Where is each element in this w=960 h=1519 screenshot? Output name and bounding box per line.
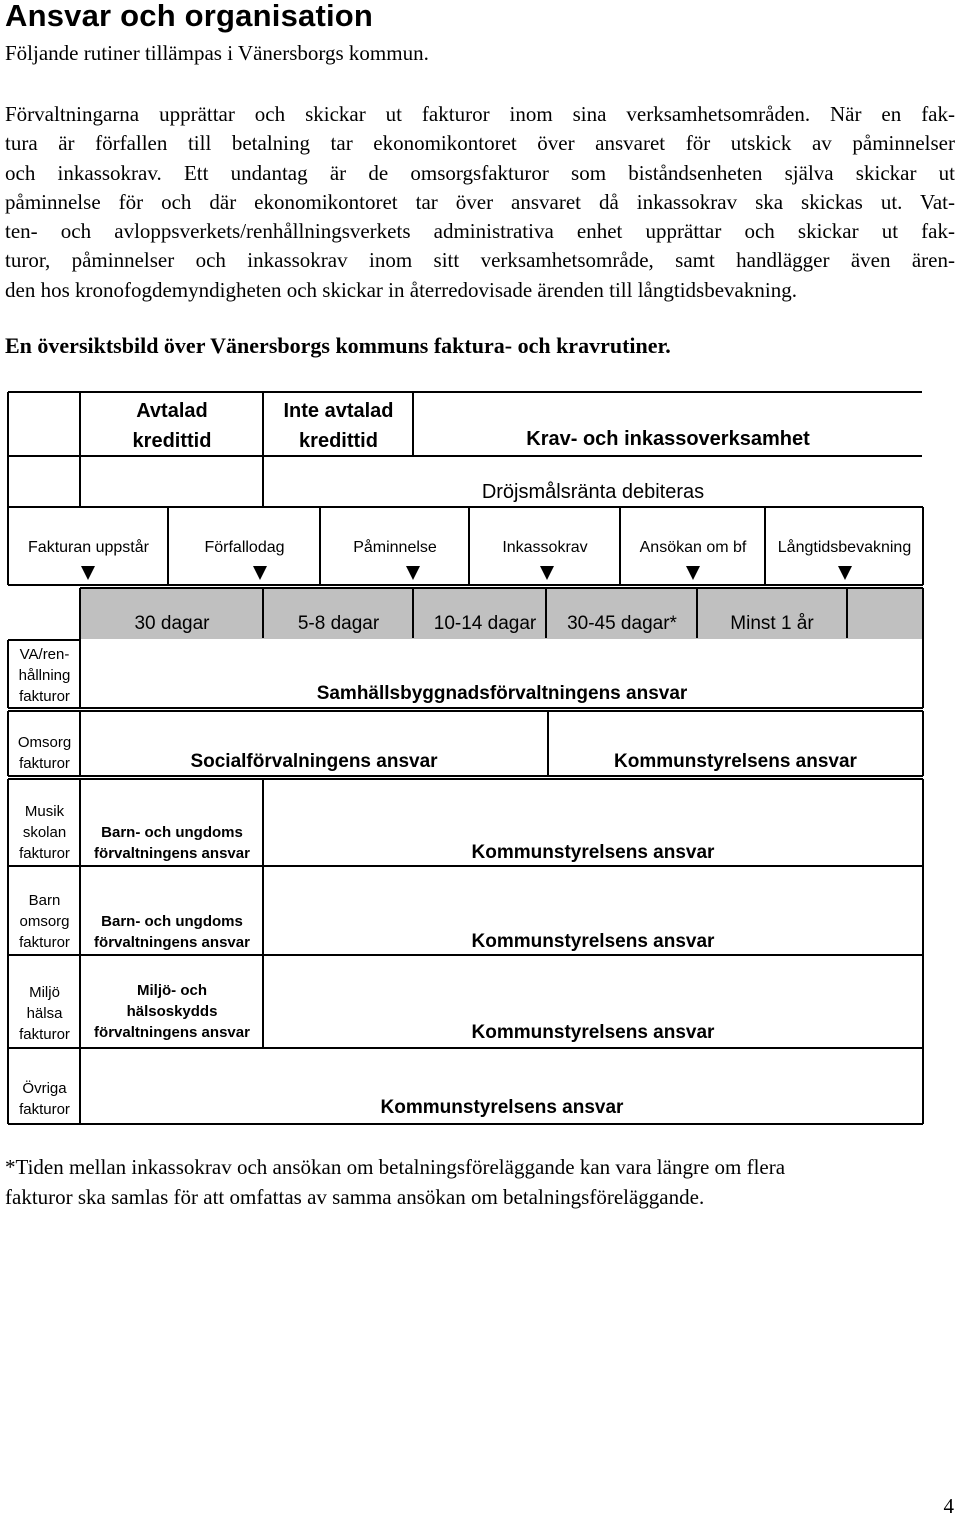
stage-langtidsbevakning: Långtidsbevakning: [777, 539, 912, 556]
footnote-line: *Tiden mellan inkassokrav och ansökan om betalningsföreläggande kan vara längre om flera: [5, 1155, 786, 1179]
resp-socialforvaltning: Socialförvalningens ansvar: [190, 751, 438, 772]
row-label-line: fakturor: [19, 1101, 70, 1118]
row-label-barnomsorg: [9, 890, 80, 953]
row-label-line: Miljö: [29, 984, 60, 1001]
resp-kommunstyrelsen: Kommunstyrelsens ansvar: [471, 931, 715, 952]
duration-30-45-dagar: 30-45 dagar*: [567, 613, 677, 634]
stage-paminnelse: Påminnelse: [353, 539, 437, 556]
page-title: Ansvar och organisation: [5, 0, 374, 33]
arrow-down-icon: [686, 566, 700, 580]
row-label-line: fakturor: [19, 934, 70, 951]
header-avtalad-kredittid: [82, 396, 262, 456]
row-label-ovriga: [9, 1078, 80, 1120]
header-drojsmalsranta: Dröjsmålsränta debiteras: [481, 481, 705, 503]
arrow-down-icon: [253, 566, 267, 580]
header-line: kredittid: [299, 430, 378, 452]
row-label-line: fakturor: [19, 845, 70, 862]
duration-10-14-dagar: 10-14 dagar: [433, 613, 537, 634]
arrow-down-icon: [406, 566, 420, 580]
row-label-line: fakturor: [19, 1026, 70, 1043]
header-krav-inkasso: Krav- och inkassoverksamhet: [526, 428, 810, 450]
header-line: Avtalad: [136, 400, 208, 422]
resp-line: Barn- och ungdoms: [101, 913, 243, 930]
resp-barn-ungdom: [81, 822, 263, 864]
row-label-line: Övriga: [22, 1080, 67, 1097]
header-inte-avtalad-kredittid: [264, 396, 413, 456]
arrow-down-icon: [540, 566, 554, 580]
resp-kommunstyrelsen: Kommunstyrelsens ansvar: [614, 751, 857, 772]
paragraph-line: Förvaltningarna upprättar och skickar ut fakturor inom sina verksamhetsområden. När en fak-: [5, 102, 955, 126]
resp-samhallsbyggnad: Samhällsbyggnadsförvaltningens ansvar: [316, 683, 688, 704]
row-label-line: omsorg: [19, 913, 70, 930]
paragraph-line: turor, påminnelser och inkassokrav inom sitt verksamhetsområde, samt handlägger även ären-: [5, 248, 955, 273]
stage-ansokan-om-bf: Ansökan om bf: [639, 539, 747, 556]
row-label-line: hälsa: [26, 1005, 63, 1022]
paragraph-line: och inkassokrav. Ett undantag är de omsorgsfakturor som biståndsenheten själva skickar ut: [5, 160, 955, 185]
resp-kommunstyrelsen: Kommunstyrelsens ansvar: [380, 1097, 624, 1118]
row-label-line: VA/ren-: [19, 646, 70, 663]
paragraph-line: den hos kronofogdemyndigheten och skickar in återredovisade ärenden till långtidsbevakning.: [5, 277, 797, 302]
duration-30-dagar: 30 dagar: [134, 613, 210, 634]
resp-barn-ungdom: [81, 911, 263, 953]
footnote: [5, 1153, 785, 1212]
paragraph-line: påminnelse för och där ekonomikontoret tar över ansvaret då inkassokrav ska skickas ut. Vat-: [5, 189, 955, 214]
header-line: kredittid: [132, 430, 212, 452]
duration-minst-1-ar: Minst 1 år: [730, 613, 814, 634]
row-label-miljo: [9, 982, 80, 1045]
resp-line: förvaltningens ansvar: [94, 934, 250, 951]
paragraph-line: tura är förfallen till betalning tar ekonomikontoret över ansvaret för utskick av påminnelser: [5, 131, 955, 156]
arrow-down-icon: [81, 566, 95, 580]
row-label-line: Barn: [28, 892, 61, 909]
stage-inkassokrav: Inkassokrav: [502, 539, 588, 556]
stage-forfallodag: Förfallodag: [204, 539, 285, 556]
overview-heading: En översiktsbild över Vänersborgs kommuns faktura- och kravrutiner.: [5, 333, 671, 358]
resp-line: förvaltningens ansvar: [94, 1024, 250, 1041]
resp-kommunstyrelsen: Kommunstyrelsens ansvar: [471, 1022, 715, 1043]
row-label-line: skolan: [22, 824, 67, 841]
stage-fakturan-uppstar: Fakturan uppstår: [28, 539, 149, 556]
resp-line: Barn- och ungdoms: [101, 824, 243, 841]
paragraph-line: ten- och avloppsverkets/renhållningsverkets administrativa enhet upprättar och skickar ut fak-: [5, 219, 955, 244]
footnote-line: fakturor ska samlas för att omfattas av samma ansökan om betalningsföreläggande.: [5, 1184, 705, 1209]
row-label-musik: [9, 801, 80, 864]
resp-miljo-halsoskydd: [81, 980, 263, 1043]
resp-kommunstyrelsen: Kommunstyrelsens ansvar: [471, 842, 715, 863]
resp-line: Miljö- och: [137, 982, 207, 999]
row-label-omsorg: [9, 732, 80, 774]
resp-line: förvaltningens ansvar: [94, 845, 250, 862]
row-label-va: [9, 644, 80, 707]
row-label-line: hållning: [18, 667, 71, 684]
page-number: 4: [943, 1494, 954, 1518]
arrow-down-icon: [838, 566, 852, 580]
row-label-line: fakturor: [19, 688, 70, 705]
header-line: Inte avtalad: [283, 400, 394, 422]
row-label-line: Musik: [24, 803, 65, 820]
row-label-line: fakturor: [19, 755, 70, 772]
row-label-line: Omsorg: [17, 734, 72, 751]
intro-text: Följande rutiner tillämpas i Vänersborgs kommun.: [5, 41, 429, 65]
resp-line: hälsoskydds: [126, 1003, 218, 1020]
duration-5-8-dagar: 5-8 dagar: [297, 613, 380, 634]
